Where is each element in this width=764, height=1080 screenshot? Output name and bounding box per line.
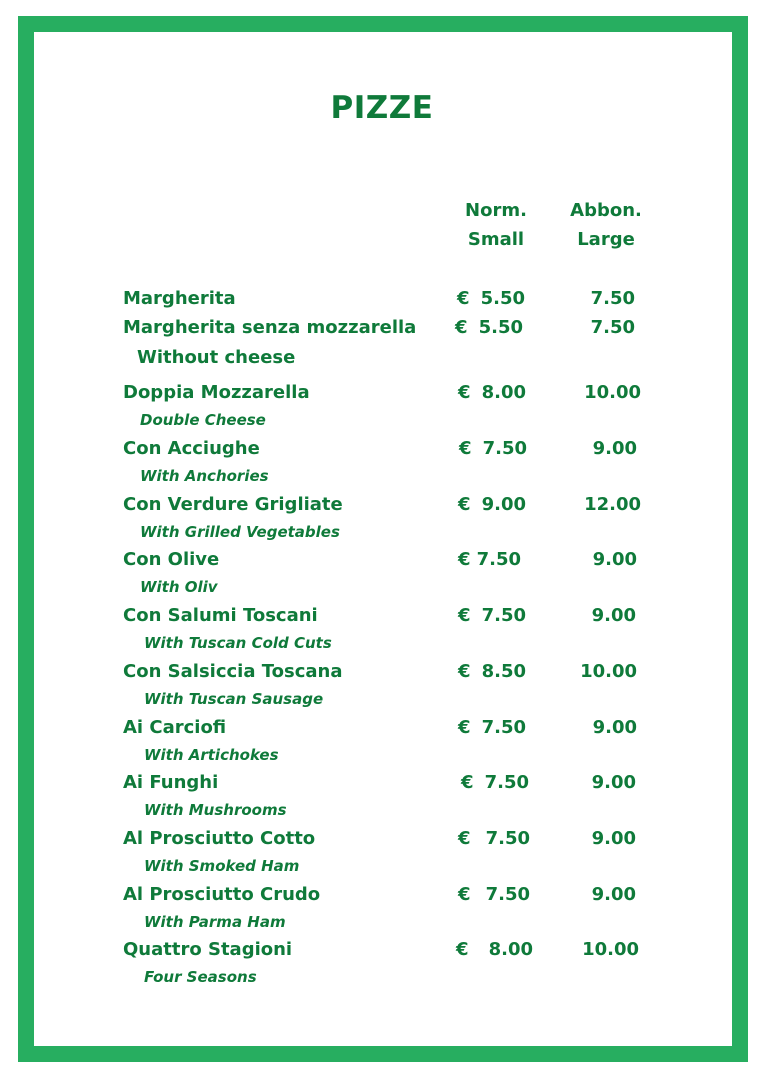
item-subtitle: With Tuscan Cold Cuts xyxy=(144,634,332,652)
price-large: 9.00 xyxy=(591,884,636,905)
item-name: Al Prosciutto Crudo xyxy=(123,884,321,905)
price-small: 7.50 xyxy=(481,717,526,738)
item-name: Doppia Mozzarella xyxy=(123,382,310,403)
item-name: Con Acciughe xyxy=(123,438,260,459)
price-large: 9.00 xyxy=(592,717,637,738)
item-name: Quattro Stagioni xyxy=(123,939,293,960)
price-small: 8.00 xyxy=(488,939,533,960)
item-name: Ai Carciofi xyxy=(123,717,227,738)
euro-symbol: € xyxy=(455,317,468,338)
price-large: 9.00 xyxy=(592,438,637,459)
price-small: 7.50 xyxy=(485,828,530,849)
price-small: 8.00 xyxy=(481,382,526,403)
item-subtitle: Without cheese xyxy=(137,347,296,368)
header-large: Large xyxy=(577,229,635,250)
item-name: Con Olive xyxy=(123,549,220,570)
price-small: 7.50 xyxy=(481,605,526,626)
euro-symbol: € xyxy=(458,382,471,403)
item-subtitle: With Oliv xyxy=(140,578,218,596)
euro-symbol: € xyxy=(458,605,471,626)
price-large: 9.00 xyxy=(591,828,636,849)
euro-symbol: € xyxy=(458,828,471,849)
item-subtitle: With Smoked Ham xyxy=(144,857,300,875)
header-norm: Norm. xyxy=(465,200,527,221)
euro-symbol: € xyxy=(458,549,471,570)
euro-symbol: € xyxy=(458,717,471,738)
menu-border-frame xyxy=(18,16,748,1062)
item-subtitle: With Parma Ham xyxy=(144,913,286,931)
euro-symbol: € xyxy=(458,661,471,682)
price-small: 8.50 xyxy=(481,661,526,682)
item-name: Ai Funghi xyxy=(123,772,219,793)
price-small: 7.50 xyxy=(485,884,530,905)
price-small: 9.00 xyxy=(481,494,526,515)
euro-symbol: € xyxy=(458,494,471,515)
item-subtitle: With Tuscan Sausage xyxy=(144,690,324,708)
item-name: Con Salsiccia Toscana xyxy=(123,661,343,682)
header-abbon: Abbon. xyxy=(570,200,642,221)
price-large: 12.00 xyxy=(584,494,641,515)
price-small: 7.50 xyxy=(476,549,521,570)
price-large: 9.00 xyxy=(592,549,637,570)
item-subtitle: With Mushrooms xyxy=(144,801,287,819)
price-large: 7.50 xyxy=(590,317,635,338)
price-small: 7.50 xyxy=(482,438,527,459)
price-large: 7.50 xyxy=(590,288,635,309)
price-large: 10.00 xyxy=(582,939,639,960)
item-name: Margherita xyxy=(123,288,236,309)
item-name: Con Salumi Toscani xyxy=(123,605,318,626)
price-large: 10.00 xyxy=(580,661,637,682)
price-small: 5.50 xyxy=(480,288,525,309)
item-name: Margherita senza mozzarella xyxy=(123,317,417,338)
price-large: 9.00 xyxy=(591,772,636,793)
item-subtitle: With Anchories xyxy=(140,467,269,485)
item-name: Con Verdure Grigliate xyxy=(123,494,343,515)
price-large: 10.00 xyxy=(584,382,641,403)
euro-symbol: € xyxy=(456,939,469,960)
price-small: 5.50 xyxy=(478,317,523,338)
item-subtitle: With Artichokes xyxy=(144,746,279,764)
euro-symbol: € xyxy=(457,288,470,309)
item-subtitle: Four Seasons xyxy=(144,968,257,986)
menu-title: PIZZE xyxy=(330,90,434,126)
price-large: 9.00 xyxy=(591,605,636,626)
item-subtitle: Double Cheese xyxy=(140,411,266,429)
euro-symbol: € xyxy=(461,772,474,793)
item-subtitle: With Grilled Vegetables xyxy=(140,523,340,541)
item-name: Al Prosciutto Cotto xyxy=(123,828,316,849)
euro-symbol: € xyxy=(459,438,472,459)
header-small: Small xyxy=(467,229,525,250)
euro-symbol: € xyxy=(458,884,471,905)
price-small: 7.50 xyxy=(484,772,529,793)
